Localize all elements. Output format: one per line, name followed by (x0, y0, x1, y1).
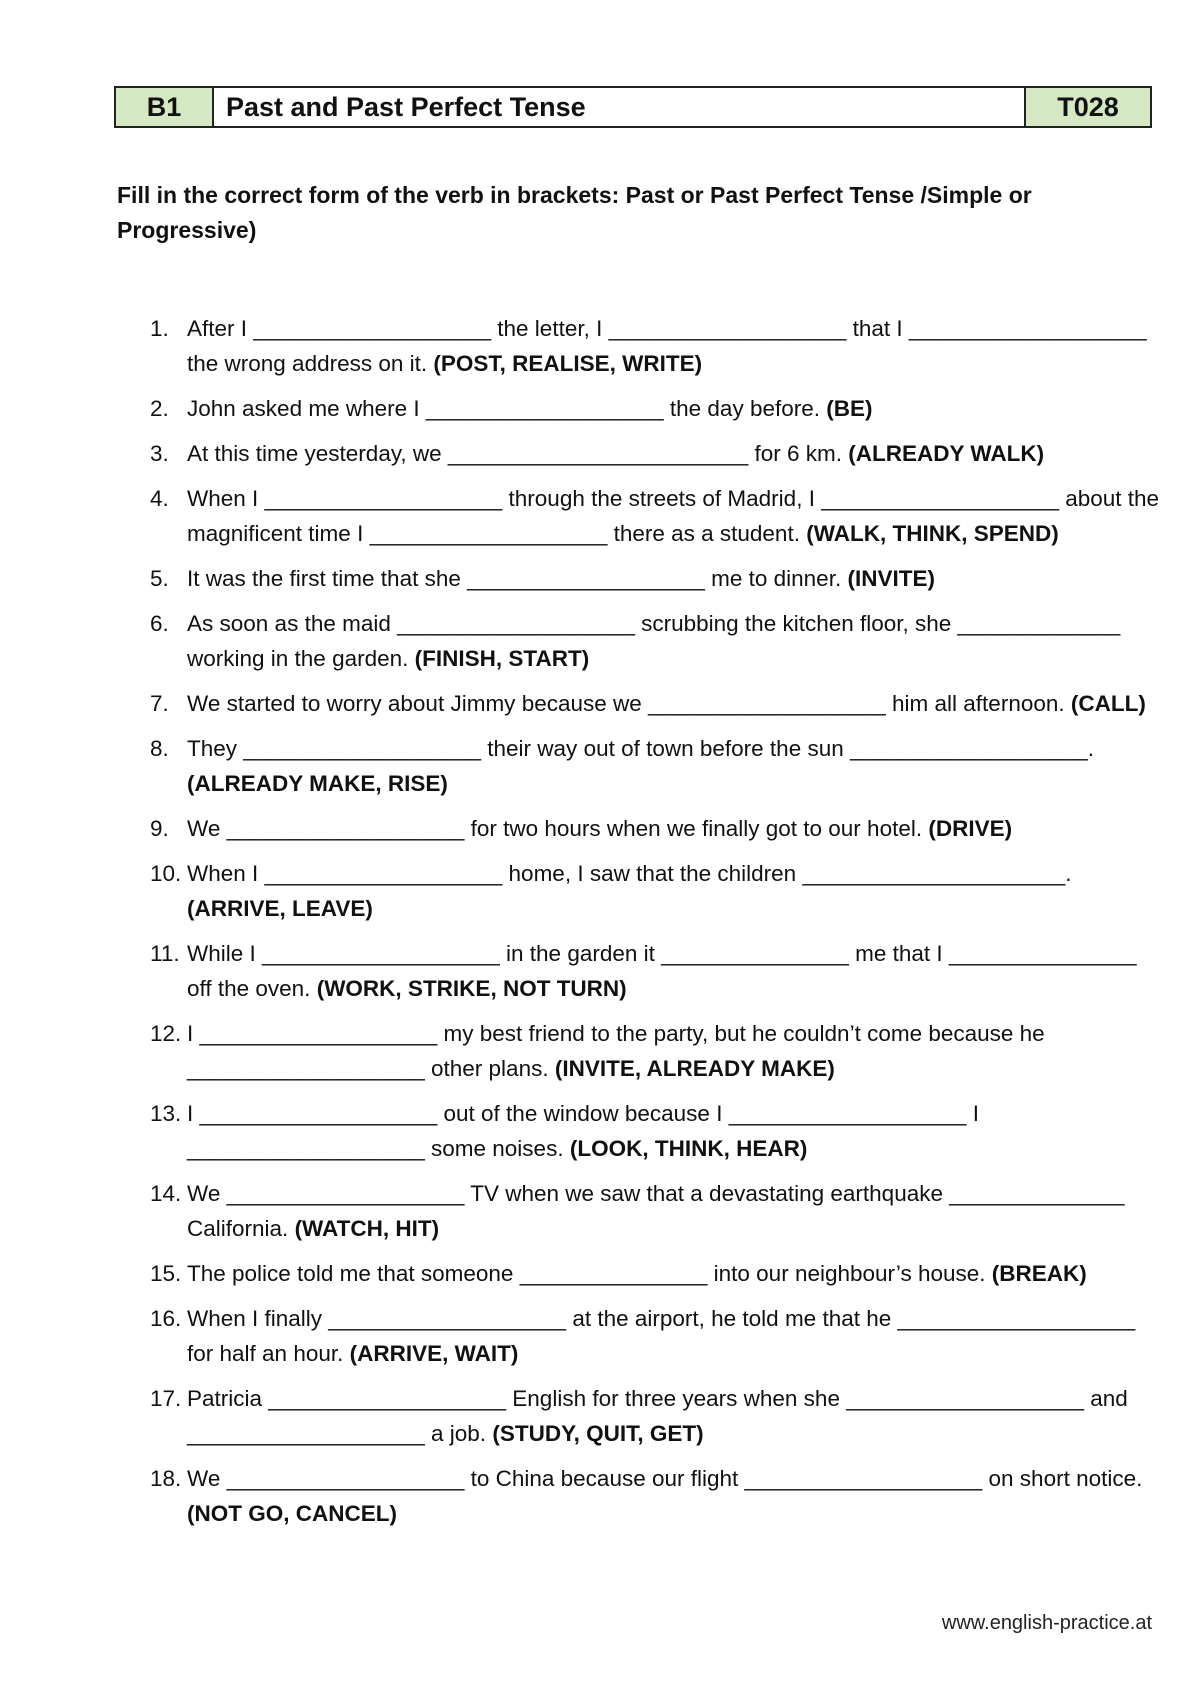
exercise-body (187, 1096, 1160, 1166)
exercise-item (130, 1256, 1160, 1291)
exercise-number: 11. (150, 941, 180, 966)
exercise-item (130, 1461, 1160, 1531)
exercise-sentence: We ___________________ TV when we saw that a devastating earthquake ______________ California. (187, 1181, 1125, 1241)
exercise-number: 18. (150, 1466, 182, 1491)
exercise-body (187, 391, 1160, 426)
exercise-sentence: When I ___________________ through the streets of Madrid, I ___________________ about the magnificent time I ___________________ there as a student. (187, 486, 1160, 546)
verb-hint: (STUDY, QUIT, GET) (492, 1421, 704, 1446)
verb-hint: (ARRIVE, WAIT) (349, 1341, 519, 1366)
exercise-number: 16. (150, 1306, 182, 1331)
exercise-item (130, 606, 1160, 676)
exercise-number: 5. (150, 566, 169, 591)
exercise-sentence: John asked me where I ___________________ the day before. (187, 396, 820, 421)
worksheet-header (114, 86, 1152, 128)
exercise-number: 9. (150, 816, 169, 841)
exercise-item (130, 1176, 1160, 1246)
verb-hint: (CALL) (1070, 691, 1146, 716)
exercise-item (130, 391, 1160, 426)
verb-hint: (LOOK, THINK, HEAR) (569, 1136, 808, 1161)
footer-url: www.english-practice.at (941, 1612, 1152, 1634)
exercise-body (187, 561, 1160, 596)
exercise-body (187, 731, 1160, 801)
exercise-body (187, 1176, 1160, 1246)
exercise-body (187, 811, 1160, 846)
verb-hint: (DRIVE) (928, 816, 1013, 841)
exercise-body (187, 436, 1160, 471)
exercise-sentence: As soon as the maid ___________________ scrubbing the kitchen floor, she _____________ working in the garden. (187, 611, 1121, 671)
exercise-item (130, 686, 1160, 721)
verb-hint: (WATCH, HIT) (294, 1216, 440, 1241)
exercise-sentence: The police told me that someone _______________ into our neighbour’s house. (187, 1261, 986, 1286)
exercise-number: 7. (150, 691, 169, 716)
exercise-sentence: We ___________________ to China because our flight ___________________ on short notice. (187, 1466, 1143, 1491)
verb-hint: (POST, REALISE, WRITE) (433, 351, 703, 376)
exercise-number: 8. (150, 736, 169, 761)
verb-hint: (ALREADY WALK) (848, 441, 1045, 466)
exercise-item (130, 731, 1160, 801)
exercise-item (130, 856, 1160, 926)
exercise-sentence: We started to worry about Jimmy because we ___________________ him all afternoon. (187, 691, 1065, 716)
worksheet-code: T028 (1024, 88, 1150, 126)
exercise-body (187, 936, 1160, 1006)
verb-hint: (ARRIVE, LEAVE) (187, 896, 373, 921)
verb-hint: (ALREADY MAKE, RISE) (187, 771, 448, 796)
exercise-number: 2. (150, 396, 169, 421)
exercise-number: 10. (150, 861, 182, 886)
exercise-item (130, 436, 1160, 471)
exercise-item (130, 1096, 1160, 1166)
exercise-item (130, 481, 1160, 551)
exercise-body (187, 1461, 1160, 1531)
exercise-number: 12. (150, 1021, 182, 1046)
exercise-item (130, 811, 1160, 846)
verb-hint: (BE) (826, 396, 873, 421)
exercise-body (187, 606, 1160, 676)
verb-hint: (INVITE, ALREADY MAKE) (554, 1056, 835, 1081)
exercise-sentence: We ___________________ for two hours when we finally got to our hotel. (187, 816, 923, 841)
exercise-number: 3. (150, 441, 169, 466)
exercise-item (130, 1381, 1160, 1451)
exercise-body (187, 686, 1160, 721)
exercise-number: 17. (150, 1386, 182, 1411)
exercise-item (130, 936, 1160, 1006)
level-badge: B1 (116, 88, 214, 126)
exercise-item (130, 311, 1160, 381)
exercise-body (187, 1381, 1160, 1451)
exercise-sentence: While I ___________________ in the garden it _______________ me that I _______________ off the oven. (187, 941, 1137, 1001)
exercise-sentence: It was the first time that she ___________________ me to dinner. (187, 566, 842, 591)
exercise-sentence: They ___________________ their way out of town before the sun ___________________. (187, 736, 1094, 761)
exercise-item (130, 561, 1160, 596)
worksheet-title: Past and Past Perfect Tense (214, 88, 1024, 126)
exercise-number: 1. (150, 316, 169, 341)
exercise-body (187, 481, 1160, 551)
exercise-number: 6. (150, 611, 169, 636)
verb-hint: (NOT GO, CANCEL) (187, 1501, 397, 1526)
exercise-body (187, 856, 1160, 926)
exercise-item (130, 1016, 1160, 1086)
exercise-sentence: When I ___________________ home, I saw that the children _____________________. (187, 861, 1072, 886)
exercise-list (130, 311, 1160, 1541)
exercise-sentence: I ___________________ my best friend to the party, but he couldn’t come because he ___________________ other plans. (187, 1021, 1045, 1081)
verb-hint: (FINISH, START) (414, 646, 590, 671)
exercise-number: 14. (150, 1181, 182, 1206)
exercise-sentence: At this time yesterday, we ________________________ for 6 km. (187, 441, 843, 466)
exercise-body (187, 1256, 1160, 1291)
exercise-sentence: When I finally ___________________ at the airport, he told me that he ___________________ for half an hour. (187, 1306, 1136, 1366)
instruction-text: Fill in the correct form of the verb in brackets: Past or Past Perfect Tense /Simple or Progressive) (117, 182, 1032, 243)
exercise-sentence: After I ___________________ the letter, I ___________________ that I ___________________ the wrong address on it. (187, 316, 1147, 376)
exercise-sentence: I ___________________ out of the window because I ___________________ I ___________________ some noises. (187, 1101, 979, 1161)
verb-hint: (BREAK) (991, 1261, 1087, 1286)
exercise-body (187, 1301, 1160, 1371)
verb-hint: (INVITE) (847, 566, 935, 591)
exercise-item (130, 1301, 1160, 1371)
verb-hint: (WALK, THINK, SPEND) (806, 521, 1059, 546)
exercise-body (187, 311, 1160, 381)
exercise-number: 13. (150, 1101, 182, 1126)
exercise-number: 4. (150, 486, 169, 511)
exercise-body (187, 1016, 1160, 1086)
exercise-sentence: Patricia ___________________ English for three years when she ___________________ and ___________________ a job. (187, 1386, 1128, 1446)
verb-hint: (WORK, STRIKE, NOT TURN) (316, 976, 627, 1001)
exercise-number: 15. (150, 1261, 182, 1286)
